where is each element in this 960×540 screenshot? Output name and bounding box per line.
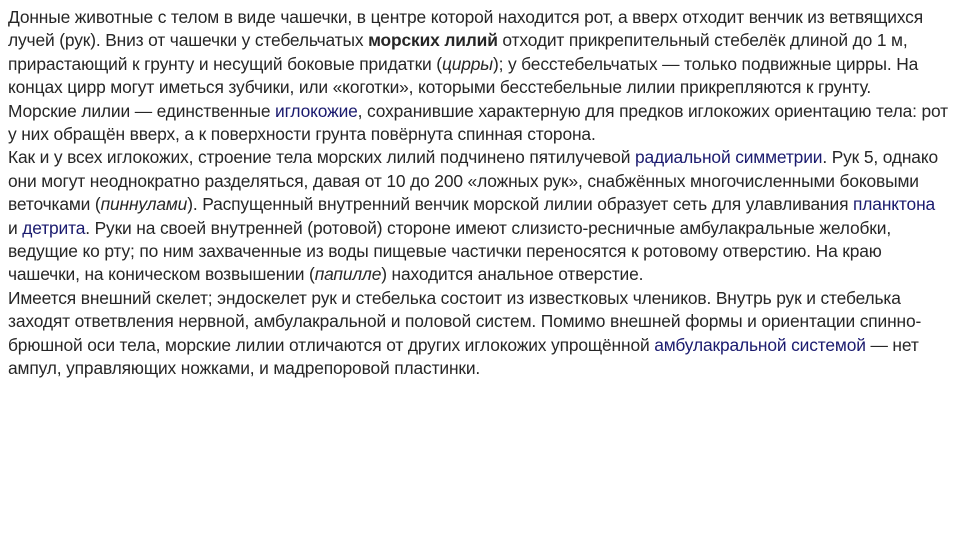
- link-detritus[interactable]: детрита: [22, 217, 86, 238]
- paragraph-skeleton: [8, 287, 948, 381]
- text-run: — нет ампул, управляющих ножками, и мадрепоровой пластинки.: [8, 334, 919, 379]
- text-run: отходит прикрепительный стебелёк длиной до 1 м, прирастающий к грунту и несущий боковые придатки (: [8, 30, 908, 74]
- link-ambulacral-system[interactable]: амбулакральной системой: [654, 334, 866, 355]
- paragraph-orientation: [8, 100, 948, 147]
- text-run: Донные животные с телом в виде чашечки, в центре которой находится рот, а вверх отходит венчик из ветвящихся лучей (рук). Вниз от чашечки у стебельчатых: [8, 7, 923, 51]
- link-echinoderms[interactable]: иглокожие: [275, 100, 358, 121]
- text-run: , сохранившие характерную для предков иглокожих ориентацию тела: рот у них обращён вверх, а к поверхности грунта повёрнута спинная сторона.: [8, 100, 948, 145]
- text-run: ). Распущенный внутренний венчик морской лилии образует сеть для улавливания: [187, 194, 854, 215]
- article-text: [8, 6, 948, 381]
- text-run: Морские лилии — единственные: [8, 100, 276, 121]
- text-run: Как и у всех иглокожих, строение тела морских лилий подчинено пятилучевой: [8, 147, 635, 168]
- term-papilla: папилле: [314, 264, 382, 285]
- text-run: . Руки на своей внутренней (ротовой) стороне имеют слизисто-ресничные амбулакральные желобки, ведущие ко рту; по ним захваченные из воды пищевые частички переносятся к ротовому отверстию. На краю чашечки, на коническом возвышении (: [8, 217, 892, 285]
- text-run: ); у бесстебельчатых — только подвижные цирры. На концах цирр могут иметься зубчики, или «коготки», которыми бесстебельные лилии прикрепляются к грунту.: [8, 53, 919, 98]
- link-radial-symmetry[interactable]: радиальной симметрии: [634, 147, 823, 168]
- text-run: ) находится анальное отверстие.: [381, 264, 644, 285]
- link-plankton[interactable]: планктона: [853, 194, 936, 215]
- term-pinnules: пиннулами: [100, 194, 188, 215]
- paragraph-description: [8, 6, 948, 100]
- paragraph-symmetry: [8, 146, 948, 286]
- term-crinoids: морских лилий: [368, 30, 498, 51]
- text-run: и: [8, 217, 23, 238]
- text-run: . Рук 5, однако они могут неоднократно разделяться, давая от 10 до 200 «ложных рук», снабжённых многочисленными боковыми веточками (: [8, 147, 938, 215]
- term-cirri: цирры: [441, 53, 493, 74]
- text-run: Имеется внешний скелет; эндоскелет рук и стебелька состоит из известковых члеников. Внутрь рук и стебелька заходят ответвления нервной, амбулакральной и половой систем. Помимо внешней формы и ориентации спинно-брюшной оси тела, морские лилии отличаются от других иглокожих упрощённой: [8, 287, 922, 355]
